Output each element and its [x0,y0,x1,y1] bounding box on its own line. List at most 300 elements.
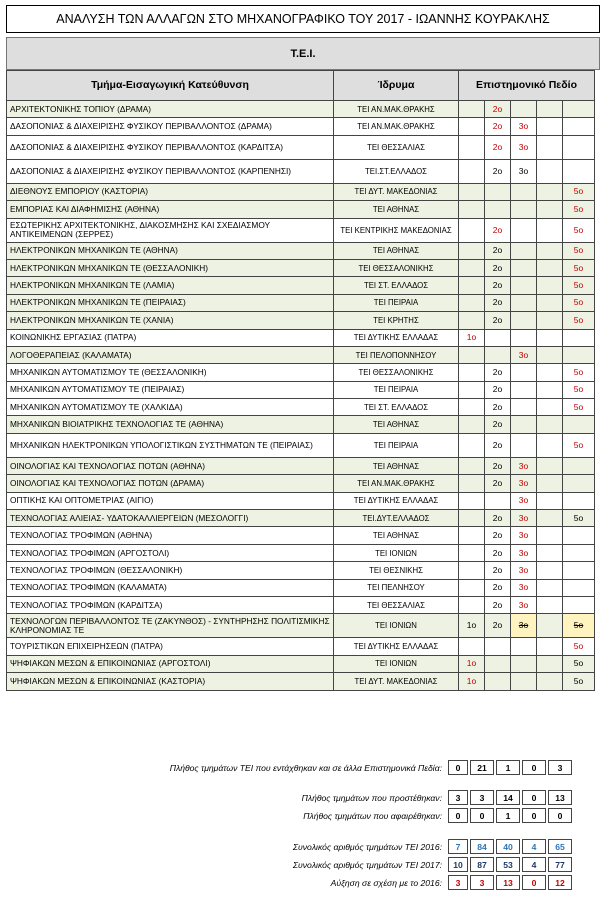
field-cell [511,312,537,329]
table-row [7,457,595,474]
field-cell [511,596,537,613]
summary-value: 14 [496,790,520,805]
field-cell [459,492,485,509]
summary-value: 3 [548,760,572,775]
field-cell [511,475,537,492]
table-row [7,562,595,579]
field-value: 2ο [492,547,503,558]
field-cell [485,596,511,613]
field-value: 3ο [518,495,529,506]
inst-cell: ΤΕΙ ΑΘΗΝΑΣ [334,242,459,259]
summary-row [6,874,594,891]
inst-cell: ΤΕΙ ΘΕΣΣΑΛΟΝΙΚΗΣ [334,364,459,381]
summary-value: 3 [448,790,468,805]
field-cell [537,527,563,544]
field-value: 3ο [518,349,529,360]
summary-value: 3 [448,875,468,890]
field-cell [511,562,537,579]
field-value: 1ο [466,675,477,686]
inst-cell: ΤΕΙ ΠΕΙΡΑΙΑ [334,433,459,457]
field-cell [563,218,595,242]
dept-cell: ΤΕΧΝΟΛΟΓΙΑΣ ΤΡΟΦΙΜΩΝ (ΚΑΡΔΙΤΣΑ) [7,596,334,613]
field-cell [485,527,511,544]
field-cell [511,135,537,159]
table-row [7,544,595,561]
inst-cell: ΤΕΙ ΘΕΣΣΑΛΙΑΣ [334,135,459,159]
field-value: 5ο [573,280,584,291]
field-cell [485,101,511,118]
field-cell [459,259,485,276]
field-cell [459,101,485,118]
field-cell [511,544,537,561]
table-row [7,159,595,183]
table-header-row [7,71,595,101]
field-value: 5ο [573,314,584,325]
field-cell [459,614,485,638]
summary-value: 53 [496,857,520,872]
inst-cell: ΤΕΙ ΔΥΤΙΚΗΣ ΕΛΛΑΔΑΣ [334,492,459,509]
field-value: 2ο [492,530,503,541]
field-cell [537,433,563,457]
field-cell [459,277,485,294]
field-value: 2ο [492,564,503,575]
summary-value: 40 [496,839,520,854]
field-cell [537,492,563,509]
field-cell [563,101,595,118]
dept-cell: ΑΡΧΙΤΕΚΤΟΝΙΚΗΣ ΤΟΠΙΟΥ (ΔΡΑΜΑ) [7,101,334,118]
field-cell [459,312,485,329]
field-cell [537,638,563,655]
dept-cell: ΗΛΕΚΤΡΟΝΙΚΩΝ ΜΗΧΑΝΙΚΩΝ ΤΕ (ΧΑΝΙΑ) [7,312,334,329]
field-cell [511,638,537,655]
inst-cell: ΤΕΙ ΑΘΗΝΑΣ [334,527,459,544]
field-cell [459,329,485,346]
table-row [7,312,595,329]
table-row [7,346,595,363]
table-row [7,118,595,135]
summary-value: 0 [522,760,546,775]
summary-value: 77 [548,857,572,872]
dept-cell: ΤΟΥΡΙΣΤΙΚΩΝ ΕΠΙΧΕΙΡΗΣΕΩΝ (ΠΑΤΡΑ) [7,638,334,655]
field-cell [563,399,595,416]
field-cell [563,510,595,527]
inst-cell: ΤΕΙ ΚΕΝΤΡΙΚΗΣ ΜΑΚΕΔΟΝΙΑΣ [334,218,459,242]
field-value: 2ο [492,262,503,273]
dept-cell: ΤΕΧΝΟΛΟΓΙΑΣ ΤΡΟΦΙΜΩΝ (ΑΡΓΟΣΤΟΛΙ) [7,544,334,561]
field-cell [511,101,537,118]
field-cell [563,118,595,135]
field-value: 5ο [573,401,584,412]
field-value: 5ο [573,245,584,256]
field-value: 1ο [466,620,477,631]
dept-cell: ΔΑΣΟΠΟΝΙΑΣ & ΔΙΑΧΕΙΡΙΣΗΣ ΦΥΣΙΚΟΥ ΠΕΡΙΒΑΛΛΟΝΤΟΣ (ΔΡΑΜΑ) [7,118,334,135]
dept-cell: ΛΟΓΟΘΕΡΑΠΕΙΑΣ (ΚΑΛΑΜΑΤΑ) [7,346,334,363]
field-cell [511,457,537,474]
dept-cell: ΤΕΧΝΟΛΟΓΙΑΣ ΤΡΟΦΙΜΩΝ (ΑΘΗΝΑ) [7,527,334,544]
field-cell [511,579,537,596]
dept-cell: ΚΟΙΝΩΝΙΚΗΣ ΕΡΓΑΣΙΑΣ (ΠΑΤΡΑ) [7,329,334,346]
field-value: 2ο [492,103,503,114]
field-cell [537,159,563,183]
field-value: 2ο [492,165,503,176]
field-cell [485,312,511,329]
field-cell [511,510,537,527]
summary-value: 3 [470,875,494,890]
field-cell [563,527,595,544]
field-cell [563,183,595,200]
field-value: 2ο [492,121,503,132]
field-value: 2ο [492,401,503,412]
field-cell [459,381,485,398]
summary-label: Πλήθος τμημάτων που αφαιρέθηκαν: [303,810,442,821]
field-cell [537,510,563,527]
field-cell [511,183,537,200]
summary-value: 13 [548,790,572,805]
dept-cell: ΗΛΕΚΤΡΟΝΙΚΩΝ ΜΗΧΑΝΙΚΩΝ ΤΕ (ΠΕΙΡΑΙΑΣ) [7,294,334,311]
inst-cell: ΤΕΙ ΘΕΣΣΑΛΟΝΙΚΗΣ [334,259,459,276]
field-value: 2ο [492,419,503,430]
table-row [7,101,595,118]
inst-cell: ΤΕΙ ΑΝ.ΜΑΚ.ΘΡΑΚΗΣ [334,118,459,135]
field-cell [459,218,485,242]
field-cell [485,562,511,579]
field-cell [563,457,595,474]
table-row [7,416,595,433]
summary-label: Πλήθος τμημάτων που προστέθηκαν: [301,792,442,803]
field-cell [485,183,511,200]
field-cell [563,242,595,259]
field-value: 3ο [518,547,529,558]
table-row [7,638,595,655]
inst-cell: ΤΕΙ ΚΡΗΤΗΣ [334,312,459,329]
field-cell [459,294,485,311]
table-row [7,614,595,638]
header-dept: Τμήμα-Εισαγωγική Κατεύθυνση [7,71,334,101]
field-cell [459,596,485,613]
dept-cell: ΗΛΕΚΤΡΟΝΙΚΩΝ ΜΗΧΑΝΙΚΩΝ ΤΕ (ΛΑΜΙΑ) [7,277,334,294]
field-cell [485,614,511,638]
inst-cell: ΤΕΙ ΔΥΤΙΚΗΣ ΕΛΛΑΔΑΣ [334,638,459,655]
summary-value: 0 [448,808,468,823]
field-cell [537,329,563,346]
field-cell [485,579,511,596]
field-cell [537,399,563,416]
field-cell [459,562,485,579]
field-value: 2ο [492,224,503,235]
table-row [7,579,595,596]
field-cell [485,259,511,276]
field-value: 2ο [492,582,503,593]
field-cell [537,135,563,159]
inst-cell: ΤΕΙ ΠΕΛΝΗΣΟΥ [334,579,459,596]
table-row [7,475,595,492]
section-title: Τ.Ε.Ι. [6,37,600,70]
field-value: 3ο [518,599,529,610]
table-row [7,259,595,276]
field-cell [485,118,511,135]
field-value: 5ο [573,224,584,235]
field-cell [459,544,485,561]
field-cell [563,579,595,596]
field-cell [537,183,563,200]
field-cell [459,399,485,416]
field-cell [485,159,511,183]
field-cell [511,118,537,135]
field-value: 3ο [518,165,529,176]
header-inst: Ίδρυμα [334,71,459,101]
dept-cell: ΜΗΧΑΝΙΚΩΝ ΒΙΟΙΑΤΡΙΚΗΣ ΤΕΧΝΟΛΟΓΙΑΣ ΤΕ (ΑΘΗΝΑ) [7,416,334,433]
field-value: 5ο [573,186,584,197]
field-cell [537,277,563,294]
field-cell [485,492,511,509]
field-cell [537,596,563,613]
field-cell [563,135,595,159]
field-cell [511,416,537,433]
table-row [7,527,595,544]
dept-cell: ΟΙΝΟΛΟΓΙΑΣ ΚΑΙ ΤΕΧΝΟΛΟΓΙΑΣ ΠΟΤΩΝ (ΔΡΑΜΑ) [7,475,334,492]
summary-value: 0 [548,808,572,823]
table-row [7,364,595,381]
field-cell [459,457,485,474]
field-cell [459,183,485,200]
summary-value: 84 [470,839,494,854]
field-cell [459,201,485,218]
field-cell [563,329,595,346]
field-cell [537,118,563,135]
field-cell [459,242,485,259]
field-cell [459,638,485,655]
field-cell [537,673,563,690]
field-cell [459,346,485,363]
table-row [7,433,595,457]
field-cell [563,596,595,613]
inst-cell: ΤΕΙ.ΣΤ.ΕΛΛΑΔΟΣ [334,159,459,183]
field-cell [563,614,595,638]
field-cell [459,364,485,381]
field-value: 3ο [518,564,529,575]
field-value: 5ο [573,620,584,631]
summary-value: 21 [470,760,494,775]
field-cell [537,416,563,433]
field-cell [511,242,537,259]
field-value: 5ο [573,262,584,273]
field-cell [485,510,511,527]
summary-value: 4 [522,857,546,872]
field-cell [511,614,537,638]
field-value: 1ο [466,658,477,669]
dept-cell: ΤΕΧΝΟΛΟΓΙΑΣ ΑΛΙΕΙΑΣ- ΥΔΑΤΟΚΑΛΛΙΕΡΓΕΙΩΝ (ΜΕΣΟΛΟΓΓΙ) [7,510,334,527]
field-value: 5ο [573,641,584,652]
field-cell [485,294,511,311]
summary-value: 1 [496,760,520,775]
inst-cell: ΤΕΙ ΠΕΙΡΑΙΑ [334,294,459,311]
field-cell [459,510,485,527]
field-value: 2ο [492,280,503,291]
field-value: 5ο [573,384,584,395]
dept-cell: ΗΛΕΚΤΡΟΝΙΚΩΝ ΜΗΧΑΝΙΚΩΝ ΤΕ (ΑΘΗΝΑ) [7,242,334,259]
inst-cell: ΤΕΙ.ΔΥΤ.ΕΛΛΑΔΟΣ [334,510,459,527]
field-cell [563,277,595,294]
table-row [7,294,595,311]
field-value: 5ο [573,366,584,377]
summary-value: 0 [470,808,494,823]
inst-cell: ΤΕΙ ΣΤ. ΕΛΛΑΔΟΣ [334,277,459,294]
field-value: 3ο [518,620,529,631]
field-cell [485,329,511,346]
field-value: 5ο [573,512,584,523]
inst-cell: ΤΕΙ ΣΤ. ΕΛΛΑΔΟΣ [334,399,459,416]
field-cell [485,399,511,416]
inst-cell: ΤΕΙ ΙΟΝΙΩΝ [334,544,459,561]
field-cell [511,277,537,294]
field-value: 2ο [492,477,503,488]
field-value: 2ο [492,366,503,377]
field-cell [459,135,485,159]
field-cell [459,433,485,457]
field-cell [537,242,563,259]
field-value: 2ο [492,245,503,256]
field-cell [459,655,485,672]
field-value: 3ο [518,582,529,593]
field-value: 5ο [573,658,584,669]
field-cell [485,433,511,457]
field-cell [537,259,563,276]
field-value: 3ο [518,512,529,523]
summary-label: Αύξηση σε σχέση με το 2016: [330,877,442,888]
field-value: 2ο [492,314,503,325]
field-cell [537,294,563,311]
inst-cell: ΤΕΙ ΑΘΗΝΑΣ [334,201,459,218]
field-cell [485,416,511,433]
summary-value: 1 [496,808,520,823]
field-cell [511,655,537,672]
field-value: 5ο [573,675,584,686]
field-cell [563,416,595,433]
field-cell [485,242,511,259]
table-row [7,218,595,242]
dept-cell: ΗΛΕΚΤΡΟΝΙΚΩΝ ΜΗΧΑΝΙΚΩΝ ΤΕ (ΘΕΣΣΑΛΟΝΙΚΗ) [7,259,334,276]
field-value: 3ο [518,477,529,488]
summary-value: 10 [448,857,468,872]
dept-cell: ΟΙΝΟΛΟΓΙΑΣ ΚΑΙ ΤΕΧΝΟΛΟΓΙΑΣ ΠΟΤΩΝ (ΑΘΗΝΑ) [7,457,334,474]
field-cell [563,259,595,276]
field-cell [563,346,595,363]
dept-cell: ΔΙΕΘΝΟΥΣ ΕΜΠΟΡΙΟΥ (ΚΑΣΤΟΡΙΑ) [7,183,334,200]
field-value: 5ο [573,297,584,308]
summary-value: 87 [470,857,494,872]
table-row [7,596,595,613]
field-cell [485,277,511,294]
field-cell [511,294,537,311]
field-cell [511,399,537,416]
field-cell [511,364,537,381]
field-cell [485,364,511,381]
field-cell [563,638,595,655]
field-cell [537,364,563,381]
field-cell [563,475,595,492]
summary-row [6,759,594,776]
inst-cell: ΤΕΙ ΑΘΗΝΑΣ [334,416,459,433]
field-cell [563,159,595,183]
dept-cell: ΤΕΧΝΟΛΟΓΩΝ ΠΕΡΙΒΑΛΛΟΝΤΟΣ ΤΕ (ΖΑΚΥΝΘΟΣ) - ΣΥΝΤΗΡΗΣΗΣ ΠΟΛΙΤΙΣΜΙΚΗΣ ΚΛΗΡΟΝΟΜΙΑΣ ΤΕ [7,614,334,638]
field-value: 3ο [518,460,529,471]
summary-label: Πλήθος τμημάτων ΤΕΙ που εντάχθηκαν και σε άλλα Επιστημονικά Πεδία: [169,762,442,773]
dept-cell: ΔΑΣΟΠΟΝΙΑΣ & ΔΙΑΧΕΙΡΙΣΗΣ ΦΥΣΙΚΟΥ ΠΕΡΙΒΑΛΛΟΝΤΟΣ (ΚΑΡΔΙΤΣΑ) [7,135,334,159]
field-value: 1ο [466,332,477,343]
dept-cell: ΜΗΧΑΝΙΚΩΝ ΗΛΕΚΤΡΟΝΙΚΩΝ ΥΠΟΛΟΓΙΣΤΙΚΩΝ ΣΥΣΤΗΜΑΤΩΝ ΤΕ (ΠΕΙΡΑΙΑΣ) [7,433,334,457]
field-cell [485,201,511,218]
field-cell [485,218,511,242]
summary-value: 0 [522,808,546,823]
field-cell [459,579,485,596]
dept-cell: ΜΗΧΑΝΙΚΩΝ ΑΥΤΟΜΑΤΙΣΜΟΥ ΤΕ (ΧΑΛΚΙΔΑ) [7,399,334,416]
field-cell [563,364,595,381]
field-cell [485,673,511,690]
table-row [7,673,595,690]
dept-cell: ΜΗΧΑΝΙΚΩΝ ΑΥΤΟΜΑΤΙΣΜΟΥ ΤΕ (ΘΕΣΣΑΛΟΝΙΚΗ) [7,364,334,381]
summary-value: 3 [470,790,494,805]
field-cell [537,579,563,596]
document-title: ΑΝΑΛΥΣΗ ΤΩΝ ΑΛΛΑΓΩΝ ΣΤΟ ΜΗΧΑΝΟΓΡΑΦΙΚΟ ΤΟΥ 2017 - ΙΩΑΝΝΗΣ ΚΟΥΡΑΚΛΗΣ [6,5,600,33]
table-row [7,655,595,672]
field-value: 3ο [518,141,529,152]
departments-table [6,70,595,691]
table-row [7,242,595,259]
field-value: 2ο [492,141,503,152]
field-cell [537,655,563,672]
field-cell [563,381,595,398]
field-cell [537,614,563,638]
field-cell [485,135,511,159]
summary-value: 7 [448,839,468,854]
field-value: 2ο [492,297,503,308]
field-cell [511,201,537,218]
table-row [7,492,595,509]
field-value: 2ο [492,439,503,450]
inst-cell: ΤΕΙ ΑΘΗΝΑΣ [334,457,459,474]
field-cell [537,346,563,363]
field-cell [485,638,511,655]
field-cell [537,457,563,474]
field-cell [537,218,563,242]
field-cell [511,259,537,276]
field-cell [537,562,563,579]
field-cell [459,475,485,492]
table-row [7,399,595,416]
field-value: 2ο [492,512,503,523]
field-cell [485,475,511,492]
summary-value: 65 [548,839,572,854]
inst-cell: ΤΕΙ ΙΟΝΙΩΝ [334,614,459,638]
dept-cell: ΕΜΠΟΡΙΑΣ ΚΑΙ ΔΙΑΦΗΜΙΣΗΣ (ΑΘΗΝΑ) [7,201,334,218]
inst-cell: ΤΕΙ ΠΕΛΟΠΟΝΝΗΣΟΥ [334,346,459,363]
summary-label: Συνολικός αριθμός τμημάτων ΤΕΙ 2016: [292,841,442,852]
field-cell [485,457,511,474]
inst-cell: ΤΕΙ ΑΝ.ΜΑΚ.ΘΡΑΚΗΣ [334,101,459,118]
field-value: 5ο [573,439,584,450]
field-cell [563,492,595,509]
summary-value: 12 [548,875,572,890]
field-value: 3ο [518,121,529,132]
dept-cell: ΨΗΦΙΑΚΩΝ ΜΕΣΩΝ & ΕΠΙΚΟΙΝΩΝΙΑΣ (ΑΡΓΟΣΤΟΛΙ) [7,655,334,672]
summary-value: 13 [496,875,520,890]
field-cell [563,544,595,561]
field-cell [563,673,595,690]
inst-cell: ΤΕΙ ΘΕΣΣΑΛΙΑΣ [334,596,459,613]
field-cell [459,159,485,183]
field-cell [511,433,537,457]
field-cell [459,118,485,135]
